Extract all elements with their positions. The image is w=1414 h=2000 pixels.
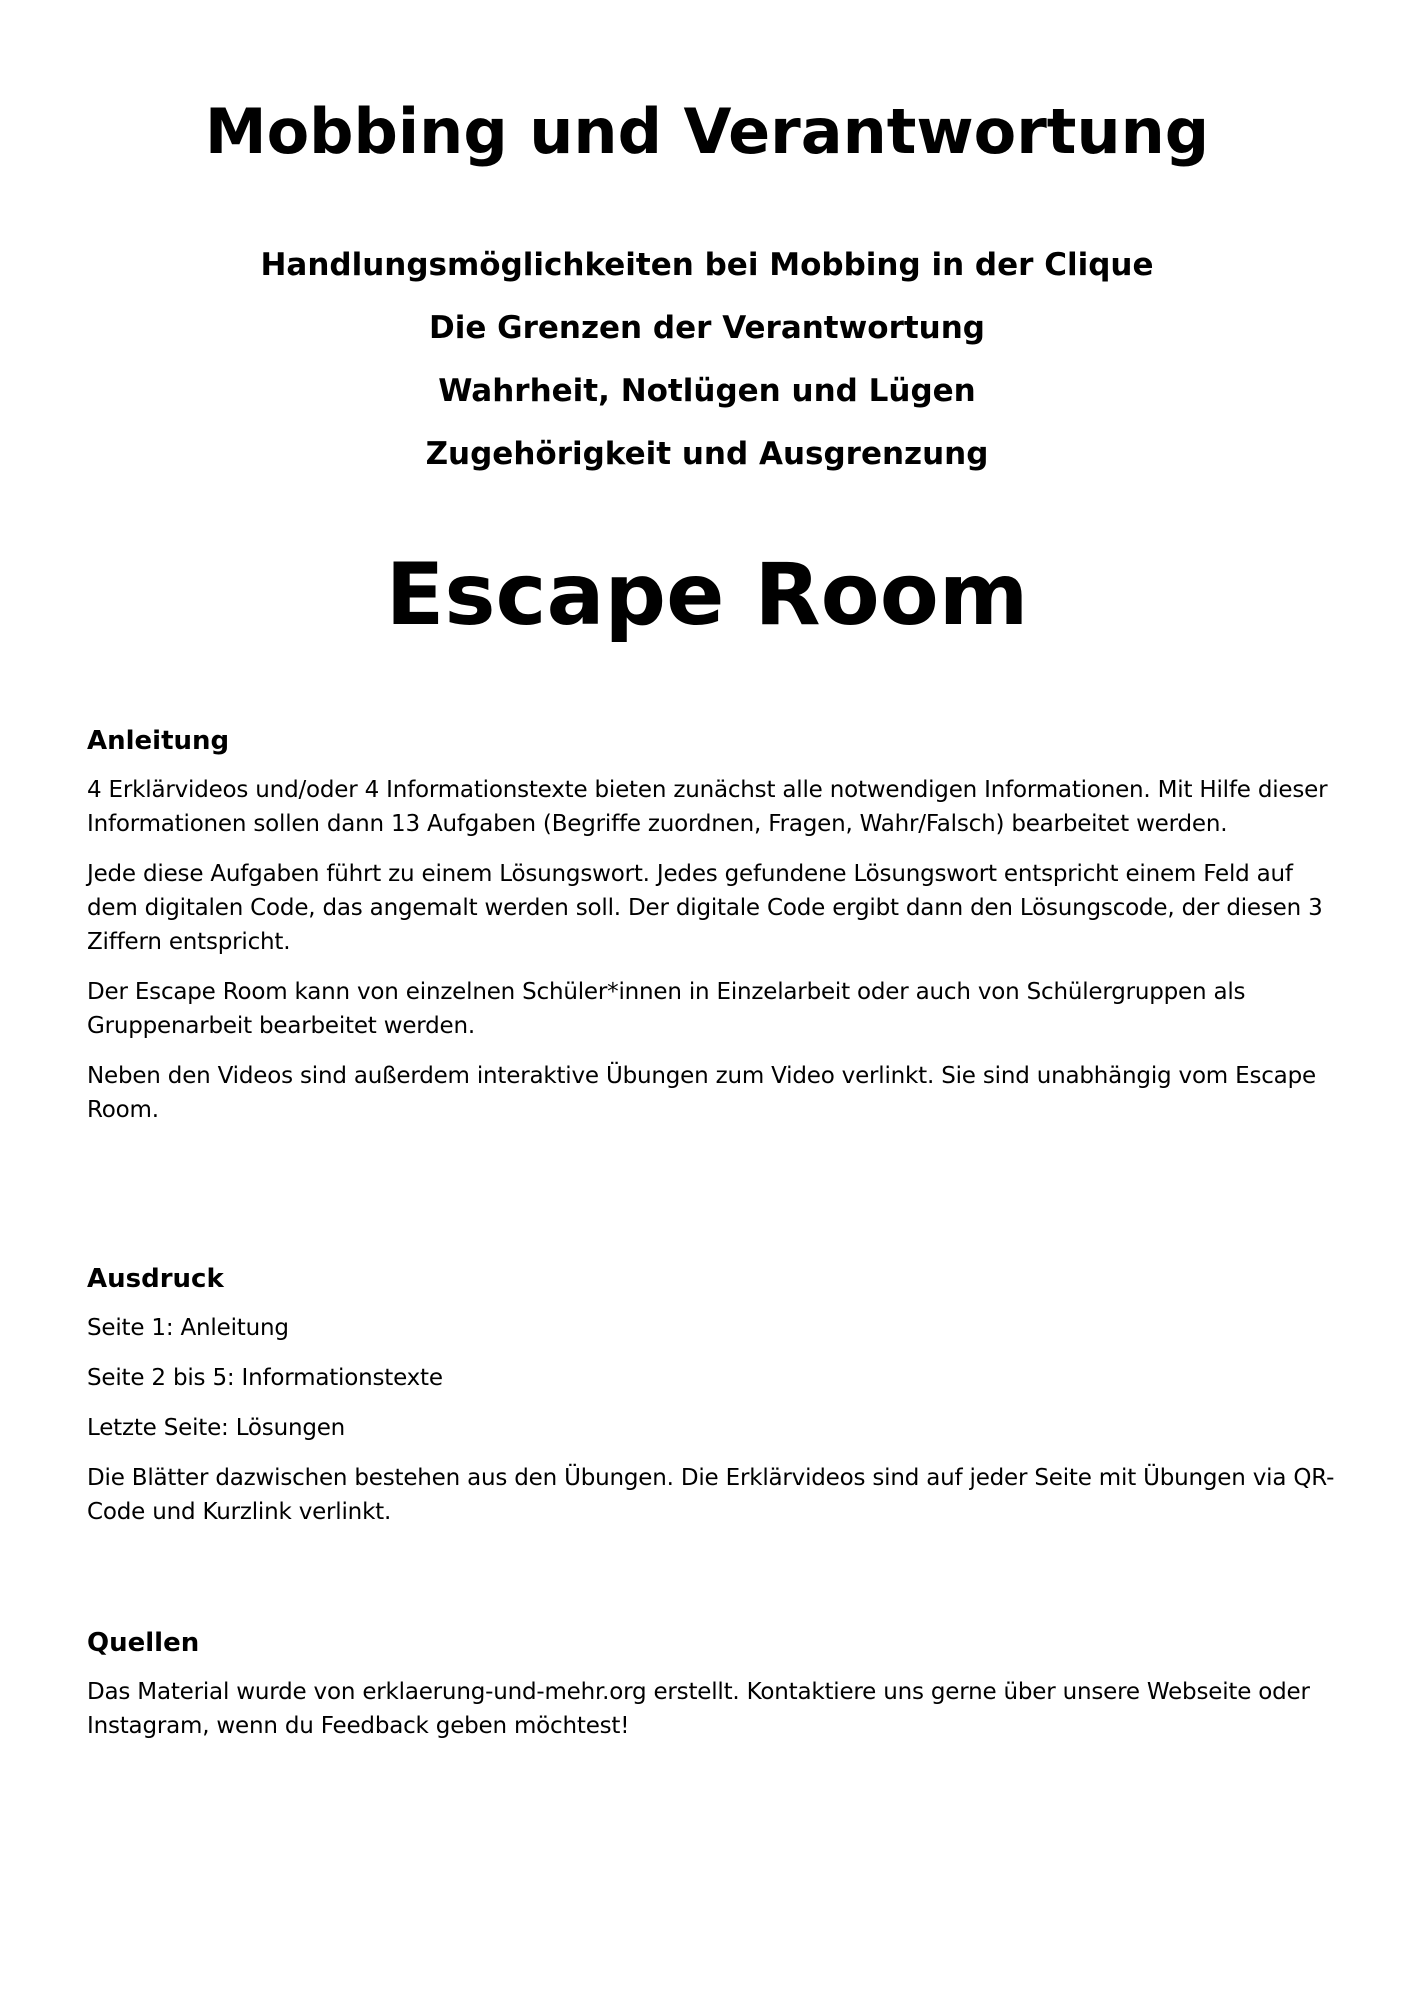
escape-room-heading: Escape Room xyxy=(385,545,1029,645)
subtitle-3: Wahrheit, Notlügen und Lügen xyxy=(438,373,976,409)
ausdruck-paragraph-4: Die Blätter dazwischen bestehen aus den Übungen. Die Erklärvideos sind auf jeder Seite mit Übungen via QR-Code und Kurzlink verlinkt. xyxy=(87,1465,1335,1525)
section-quellen xyxy=(87,1626,1347,1759)
subtitle-1: Handlungsmöglichkeiten bei Mobbing in der Clique xyxy=(260,247,1154,283)
anleitung-paragraph-2: Jede diese Aufgaben führt zu einem Lösungswort. Jedes gefundene Lösungswort entspricht einem Feld auf dem digitalen Code, das angemalt werden soll. Der digitale Code ergibt dann den Lösungscode, der diesen 3 Ziffern entspricht. xyxy=(87,861,1323,955)
section-ausdruck xyxy=(87,1262,1347,1545)
anleitung-paragraph-3: Der Escape Room kann von einzelnen Schüler*innen in Einzelarbeit oder auch von Schülergruppen als Gruppenarbeit bearbeitet werden. xyxy=(87,979,1246,1039)
ausdruck-line-2: Seite 2 bis 5: Informationstexte xyxy=(87,1365,443,1391)
ausdruck-line-3: Letzte Seite: Lösungen xyxy=(87,1415,346,1441)
section-heading-quellen: Quellen xyxy=(87,1628,200,1658)
document-title: Mobbing und Verantwortung xyxy=(204,95,1210,168)
subtitle-2: Die Grenzen der Verantwortung xyxy=(428,310,986,346)
section-anleitung xyxy=(87,724,1347,1143)
section-heading-anleitung: Anleitung xyxy=(87,726,230,756)
anleitung-paragraph-1: 4 Erklärvideos und/oder 4 Informationstexte bieten zunächst alle notwendigen Informationen. Mit Hilfe dieser Informationen sollen dann 13 Aufgaben (Begriffe zuordnen, Fragen, Wahr/Falsch) bearbeitet werden. xyxy=(87,777,1328,837)
ausdruck-line-1: Seite 1: Anleitung xyxy=(87,1315,289,1341)
section-heading-ausdruck: Ausdruck xyxy=(87,1264,224,1294)
subtitle-4: Zugehörigkeit und Ausgrenzung xyxy=(425,436,989,472)
quellen-paragraph-1: Das Material wurde von erklaerung-und-mehr.org erstellt. Kontaktiere uns gerne über unsere Webseite oder Instagram, wenn du Feedback geben möchtest! xyxy=(87,1679,1310,1739)
anleitung-paragraph-4: Neben den Videos sind außerdem interaktive Übungen zum Video verlinkt. Sie sind unabhängig vom Escape Room. xyxy=(87,1063,1316,1123)
